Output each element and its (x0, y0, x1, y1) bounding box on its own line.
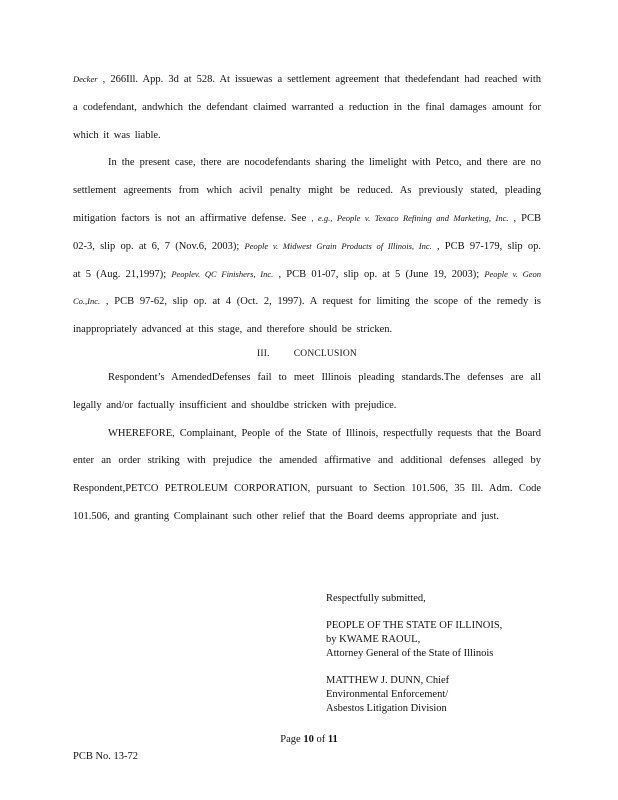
signature-block (326, 592, 556, 716)
paragraph-text: In the present case, there are nocodefendants sharing the limelight with Petco, and there are no settlement agreements from which acivil penalty might be reduced. As previously stated, pleading mitigation factors is not an affirmative defense. See (73, 157, 541, 224)
paragraph-wherefore: WHEREFORE, Complainant, People of the State of Illinois, respectfully requests that the Board enter an order striking with prejudice the amended affirmative and additional defenses alleged by Respondent,PETCO PETROLEUM CORPORATION, pursuant to Section 101.506, 35 Ill. Adm. Code 101.506, and granting Complainant such other relief that the Board deems appropriate and just. (73, 427, 541, 522)
paragraph-text: , PCB 02-3, slip op. at 6, 7 (Nov.6, 2003); (73, 212, 541, 252)
paragraph-present-case (73, 149, 541, 344)
paragraph-decker (73, 66, 541, 149)
paragraph-text: , PCB 97-179, slip op. at 5 (Aug. 21,1997); (73, 240, 542, 280)
body-text (73, 66, 541, 531)
section-heading (73, 344, 541, 364)
paragraph-conclusion: Respondent’s AmendedDefenses fail to meet Illinois pleading standards.The defenses are all legally and/or factually insufficient and shouldbe stricken with prejudice. (73, 371, 541, 411)
attorney-line-3: Asbestos Litigation Division (326, 703, 447, 714)
party-line-2: by KWAME RAOUL, (326, 634, 421, 645)
page-number-footer (0, 734, 618, 745)
page-total: 11 (327, 734, 338, 745)
citation-italic: , e.g., People v. Texaco Refining and Marketing, Inc. (311, 212, 509, 223)
page-of: of (316, 734, 326, 745)
case-number: PCB No. 13-72 (73, 751, 139, 762)
citation-italic: People v. Geon Co.,Inc. (73, 268, 541, 307)
heading-number: III. (257, 348, 270, 359)
party-line-3: Attorney General of the State of Illinois (326, 648, 494, 659)
paragraph-text: , PCB 01-07, slip op. at 5 (June 19, 2003); (273, 268, 485, 280)
closing-text: Respectfully submitted, (326, 593, 426, 604)
citation-italic: Peoplev. QC Finishers, Inc. (171, 268, 274, 279)
attorney-line-2: Environmental Enforcement/ (326, 689, 449, 700)
party-line-1: PEOPLE OF THE STATE OF ILLINOIS, (326, 620, 503, 631)
page-number: 10 (303, 734, 314, 745)
heading-title: CONCLUSION (293, 348, 357, 359)
citation-italic: People v. Midwest Grain Products of Illinois, Inc. (244, 240, 432, 251)
paragraph-text: , 266Ill. App. 3d at 528. At issuewas a settlement agreement that thedefendant had reached with a codefendant, andwhich the defendant claimed warranted a reduction in the final damages amount for which it was liable. (73, 74, 541, 141)
citation-italic: Decker (73, 74, 98, 84)
attorney-line-1: MATTHEW J. DUNN, Chief (326, 675, 450, 686)
paragraph-text: , PCB 97-62, slip op. at 4 (Oct. 2, 1997). A request for limiting the scope of the remedy is inappropriately advanced at this stage, and therefore should be stricken. (73, 296, 541, 336)
page-prefix: Page (280, 734, 301, 745)
